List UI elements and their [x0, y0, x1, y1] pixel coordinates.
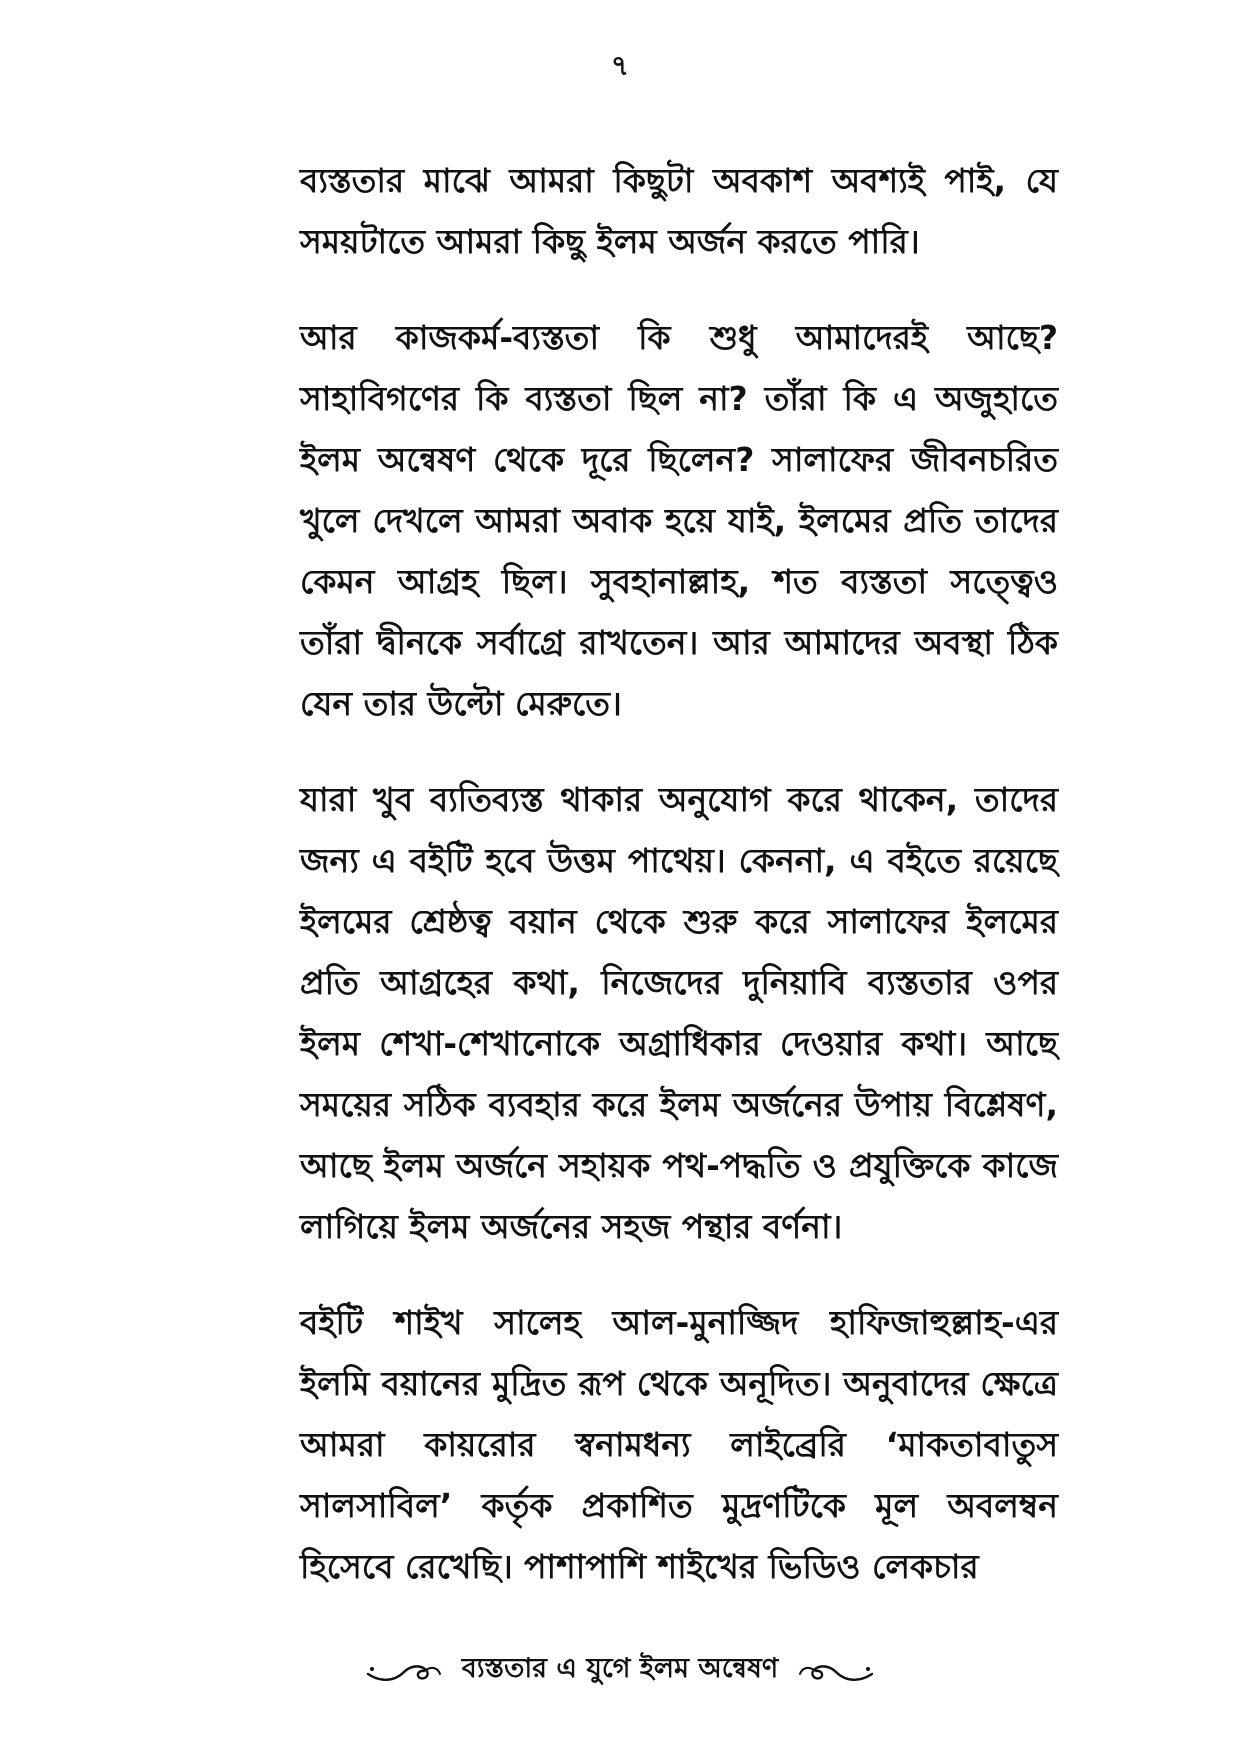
paragraph-3: যারা খুব ব্যতিব্যস্ত থাকার অনুযোগ করে থাকেন, তাদের জন্য এ বইটি হবে উত্তম পাথেয়। কেননা, এ বইতে রয়েছে ইলমের শ্রেষ্ঠত্ব বয়ান থেকে শুরু করে সালাফের ইলমের প্রতি আগ্রহের কথা, নিজেদের দুনিয়াবি ব্যস্ততার ওপর ইলম শেখা-শেখানোকে অগ্রাধিকার দেওয়ার কথা। আছে সময়ের সঠিক ব্যবহার করে ইলম অর্জনের উপায় বিশ্লেষণ, আছে ইলম অর্জনে সহায়ক পথ-পদ্ধতি ও প্রযুক্তিকে কাজে লাগিয়ে ইলম অর্জনের সহজ পন্থার বর্ণনা। [300, 780, 1058, 1246]
book-title: ব্যস্ততার এ যুগে ইলম অন্বেষণ [461, 1653, 779, 1684]
body-text [300, 150, 1058, 1632]
paragraph-1: ব্যস্ততার মাঝে আমরা কিছুটা অবকাশ অবশ্যই পাই, যে সময়টাতে আমরা কিছু ইলম অর্জন করতে পারি। [300, 161, 1058, 261]
paragraph-2: আর কাজকর্ম-ব্যস্ততা কি শুধু আমাদেরই আছে? সাহাবিগণের কি ব্যস্ততা ছিল না? তাঁরা কি এ অজুহাতে ইলম অন্বেষণ থেকে দূরে ছিলেন? সালাফের জীবনচরিত খুলে দেখলে আমরা অবাক হয়ে যাই, ইলমের প্রতি তাদের কেমন আগ্রহ ছিল। সুবহানাল্লাহ, শত ব্যস্ততা সত্ত্বেও তাঁরা দ্বীনকে সর্বাগ্রে রাখতেন। আর আমাদের অবস্থা ঠিক যেন তার উল্টো মেরুতে। [300, 318, 1058, 723]
flourish-right-icon [796, 1656, 876, 1686]
running-footer [0, 1648, 1240, 1693]
paragraph-4: বইটি শাইখ সালেহ আল-মুনাজ্জিদ হাফিজাহুল্লাহ-এর ইলমি বয়ানের মুদ্রিত রূপ থেকে অনূদিত। অনুবাদের ক্ষেত্রে আমরা কায়রোর স্বনামধন্য লাইব্রেরি ‘মাকতাবাতুস সালসাবিল’ কর্তৃক প্রকাশিত মুদ্রণটিকে মূল অবলম্বন হিসেবে রেখেছি। পাশাপাশি শাইখের ভিডিও লেকচার [300, 1303, 1058, 1586]
flourish-left-icon [364, 1656, 444, 1686]
page-number: ৭ [610, 49, 630, 82]
